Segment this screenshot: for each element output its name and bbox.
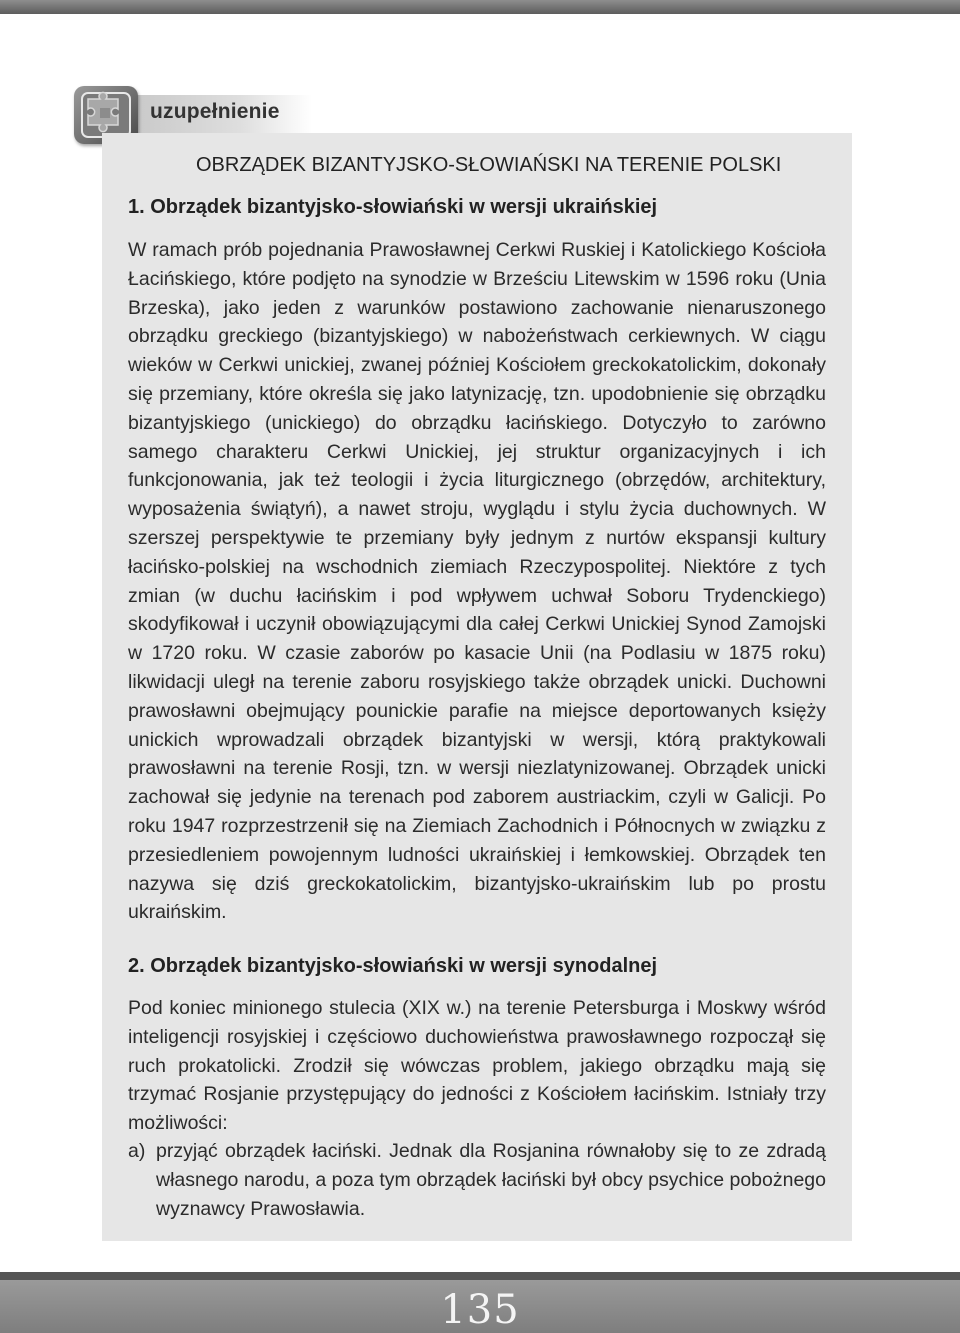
top-rule — [0, 0, 960, 14]
bottom-rule — [0, 1272, 960, 1280]
section-2-heading: 2. Obrządek bizantyjsko-słowiański w wersji synodalnej — [128, 955, 658, 977]
section-2-body: Pod koniec minionego stulecia (XIX w.) na terenie Petersburga i Moskwy wśród inteligencji rosyjskiej i częściowo duchowieństwa prawosławnego rozpoczął się ruch prokatolicki. Zrodził się wówczas problem, jakiego obrządku mają się trzymać Rosjanie przystępujący do jedności z Kościołem łacińskim. Istniały trzy możliwości: — [128, 997, 826, 1135]
section-label: uzupełnienie — [150, 100, 280, 123]
document-title: OBRZĄDEK BIZANTYJSKO-SŁOWIAŃSKI NA TERENIE POLSKI — [196, 154, 782, 176]
list-item — [128, 1137, 826, 1223]
page-number: 135 — [440, 1287, 520, 1333]
section-1-body: W ramach prób pojednania Prawosławnej Cerkwi Ruskiej i Katolickiego Kościoła Łacińskiego, które podjęto na synodzie w Brześciu Litewskim w 1596 roku (Unia Brzeska), jako jeden z warunków postawiono zachowanie nienaruszonego obrządku greckiego (bizantyjskiego) w nabożeństwach cerkiewnych. W ciągu wieków w Cerkwi unickiej, zwanej później Kościołem greckokatolickim, dokonały się przemiany, które określa się jako latynizację, tzn. upodobnienie się obrządku bizantyjskiego (unickiego) do obrządku łacińskiego. Dotyczyło to zarówno samego charakteru Cerkwi Unickiej, jej struktur organizacyjnych i ich funkcjonowania, jak też teologii i życia liturgicznego (obrzędów, architektury, wyposażenia świątyń), a nawet stroju, wyglądu i stylu życia duchownych. W szerszej perspektywie te przemiany były jednym z nurtów ekspansji kultury łacińsko-polskiej na wschodnich ziemiach Rzeczypospolitej. Niektóre z tych zmian (w duchu łacińskim i pod wpływem uchwał Soboru Trydenckiego) skodyfikował i uczynił obowiązującymi dla całej Cerkwi Unickiej Synod Zamojski w 1720 roku. W czasie zaborów po kasacie Unii (na Podlasiu w 1875 roku) likwidacji uległ na terenie zaboru rosyjskiego także obrządek unicki. Duchowni prawosławni obejmujący pounickie parafie na miejsce deportowanych księży unickich wprowadzali obrządek bizantyjski w wersji, którą praktykowali prawosławni na terenie Rosji, tzn. w wersji niezlatynizowanej. Obrządek unicki zachował się jedynie na terenach pod zaborem austriackim, czyli w Galicji. Po roku 1947 rozprzestrzenił się na Ziemiach Zachodnich i Północnych w związku z przesiedleniem powojennym ludności ukraińskiej i łemkowskiej. Obrządek ten nazywa się dziś greckokatolickim, bizantyjsko-ukraińskim lub po prostu ukraińskim. — [128, 239, 826, 924]
list-item-marker: a) — [128, 1140, 146, 1162]
section-1-heading: 1. Obrządek bizantyjsko-słowiański w wersji ukraińskiej — [128, 196, 658, 218]
list-item-text: przyjąć obrządek łaciński. Jednak dla Rosjanina równałoby się to ze zdradą własnego narodu, a poza tym obrządek łaciński był obcy psychice pobożnego wyznawcy Prawosławia. — [156, 1140, 826, 1220]
